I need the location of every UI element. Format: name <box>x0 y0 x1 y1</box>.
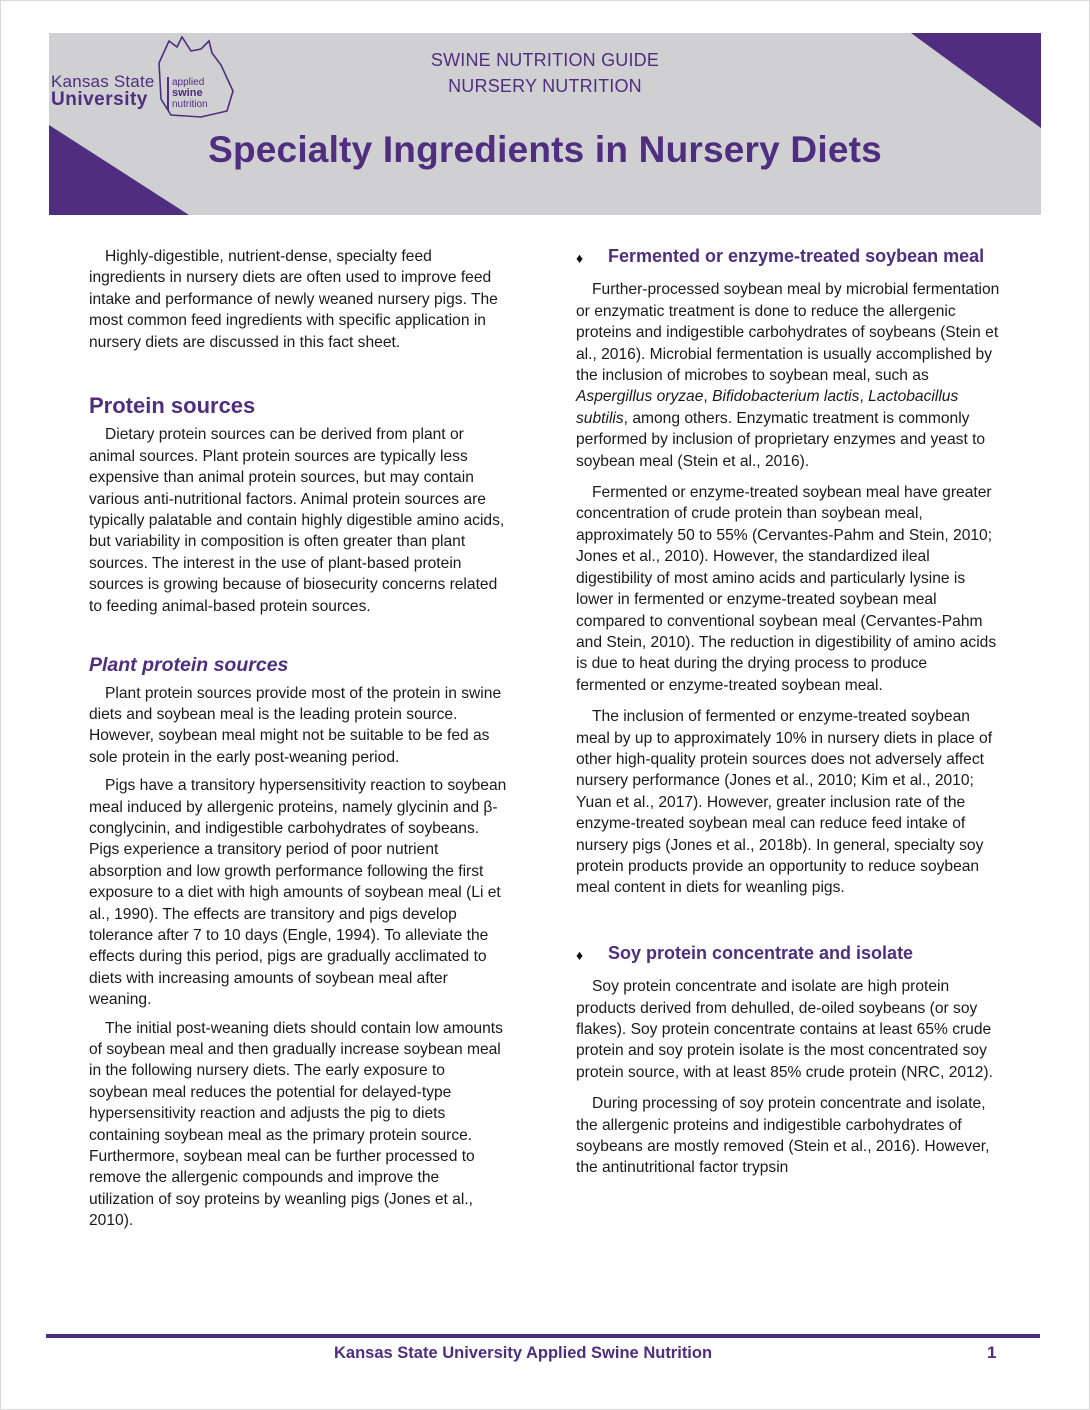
left-column <box>89 246 507 1232</box>
fermented-paragraph-1 <box>576 279 1000 472</box>
logo-side3: nutrition <box>172 99 208 110</box>
fermented-soybean-heading <box>576 246 1000 267</box>
plant-protein-paragraph-3: The initial post-weaning diets should contain low amounts of soybean meal and then gradually increase soybean meal in the following nursery diets. The early exposure to soybean meal reduces the potential for delayed-type hypersensitivity reaction and adjusts the pig to diets containing soybean meal as the primary protein source. Furthermore, soybean meal can be further processed to remove the allergenic compounds and improve the utilization of soy proteins by weanling pigs (Jones et al., 2010). <box>89 1019 503 1230</box>
footer-text: Kansas State University Applied Swine Nutrition <box>334 1344 713 1362</box>
species-lactobacillus: Lactobacillus subtilis <box>576 388 959 427</box>
soy-protein-heading <box>576 943 1000 964</box>
soy-protein-paragraph-2: During processing of soy protein concentrate and isolate, the allergenic proteins and indigestible carbohydrates of soybeans are mostly removed (Stein et al., 2016). However, the antinutritional factor trypsin <box>576 1095 990 1177</box>
series-line2: NURSERY NUTRITION <box>448 76 642 96</box>
soy-protein-paragraph-1: Soy protein concentrate and isolate are high protein products derived from dehulled, de-oiled soybeans (or soy flakes). Soy protein concentrate contains at least 65% crude protein and soy protein isolate is the most concentrated soy protein source, with at least 85% crude protein (NRC, 2012). <box>576 978 993 1081</box>
plant-protein-paragraph-2: Pigs have a transitory hypersensitivity reaction to soybean meal induced by allergenic proteins, namely glycinin and β-conglycinin, and indigestible carbohydrates of soybeans. Pigs experience a transitory period of poor nutrient absorption and low growth performance following the first exposure to a diet with high amounts of soybean meal (Li et al., 1990). The effects are transitory and pigs develop tolerance after 7 to 10 days (Engle, 1994). To alleviate the effects during this period, pigs are gradually acclimated to diets with increasing amounts of soybean meal after weaning. <box>89 777 507 1009</box>
logo-side1: applied <box>172 77 205 88</box>
diamond-bullet-icon: ♦ <box>576 250 584 266</box>
fermented-para1-sep-2: , <box>859 388 869 406</box>
logo-side2: swine <box>172 87 203 99</box>
plant-protein-heading: Plant protein sources <box>89 654 289 677</box>
right-column <box>576 246 1000 1179</box>
fermented-paragraph-2: Fermented or enzyme-treated soybean meal have greater concentration of crude protein than soybean meal, approximately 50 to 55% (Cervantes-Pahm and Stein, 2010; Jones et al., 2010). However, the standardized ileal digestibility of most amino acids and particularly lysine is lower in fermented or enzyme-treated soybean meal compared to conventional soybean meal (Cervantes-Pahm and Stein, 2010). The reduction in digestibility of amino acids is due to heat during the drying process to produce fermented or enzyme-treated soybean meal. <box>576 484 997 694</box>
plant-protein-paragraph-1: Plant protein sources provide most of the protein in swine diets and soybean meal is the leading protein source. However, soybean meal might not be suitable to be fed as sole protein in the early post-weaning period. <box>89 684 502 766</box>
logo-line2: University <box>51 89 148 110</box>
protein-sources-paragraph: Dietary protein sources can be derived from plant or animal sources. Plant protein sources are typically less expensive than animal protein sources, but may contain various anti-nutritional factors. Animal protein sources are typically palatable and contain highly digestible amino acids, but variability in composition is often greater than plant sources. The interest in the use of plant-based protein sources is growing because of biosecurity concerns related to feeding animal-based protein sources. <box>89 426 505 615</box>
soy-protein-heading-text: Soy protein concentrate and isolate <box>608 942 914 963</box>
species-aspergillus: Aspergillus oryzae <box>576 388 704 406</box>
fermented-paragraph-3: The inclusion of fermented or enzyme-treated soybean meal by up to approximately 10% in nursery diets in place of other high-quality protein sources does not adversely affect nursery performance (Jones et al., 2010; Kim et al., 2010; Yuan et al., 2017). However, greater inclusion rate of the enzyme-treated soybean meal can reduce feed intake of nursery pigs (Jones et al., 2018b). In general, specialty soy protein products provide an opportunity to reduce soybean meal content in diets for weanling pigs. <box>576 708 993 897</box>
diamond-bullet-icon: ♦ <box>576 946 584 963</box>
header-banner <box>49 33 1041 215</box>
fermented-para1-text-d: , among others. Enzymatic treatment is commonly performed by inclusion of proprietary enzymes and yeast to soybean meal (Stein et al., 2016). <box>576 409 986 470</box>
page-title: Specialty Ingredients in Nursery Diets <box>208 129 882 170</box>
fermented-para1-sep-1: , <box>703 388 713 406</box>
species-bifidobacterium: Bifidobacterium lactis <box>712 388 860 406</box>
protein-sources-heading: Protein sources <box>89 393 256 419</box>
logo-line1: Kansas State <box>51 72 155 91</box>
page-number: 1 <box>987 1343 997 1362</box>
series-line1: SWINE NUTRITION GUIDE <box>430 50 660 70</box>
fermented-para1-text-a: Further-processed soybean meal by microbial fermentation or enzymatic treatment is done to reduce the allergenic proteins and indigestible carbohydrates of soybeans (Stein et al., 2016). Microbial fermentation is usually accomplished by the inclusion of microbes to soybean meal, such as <box>576 281 1000 385</box>
intro-paragraph: Highly-digestible, nutrient-dense, specialty feed ingredients in nursery diets are often used to improve feed intake and performance of newly weaned nursery pigs. The most common feed ingredients with specific application in nursery diets are discussed in this fact sheet. <box>89 248 498 351</box>
fermented-soybean-heading-text: Fermented or enzyme-treated soybean meal <box>608 246 985 266</box>
footer-rule <box>46 1334 1040 1338</box>
